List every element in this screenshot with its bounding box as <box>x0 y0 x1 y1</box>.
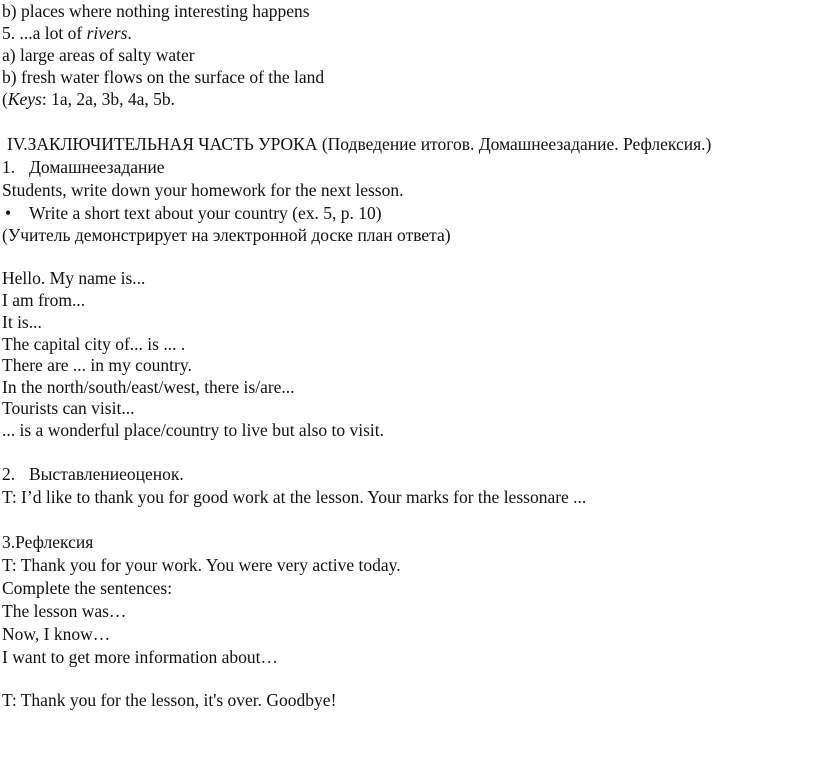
reflection-line: Now, I know… <box>2 624 111 644</box>
bullet-icon: • <box>5 203 12 223</box>
plan-line: In the north/south/east/west, there is/are... <box>2 377 295 397</box>
homework-intro: Students, write down your homework for the next lesson. <box>2 180 404 200</box>
keys-label: Keys <box>7 89 42 109</box>
quiz-option-5b: b) fresh water flows on the surface of the land <box>2 67 325 87</box>
homework-title: Домашнеезадание <box>29 157 165 177</box>
plan-line: I am from... <box>2 290 86 310</box>
quiz-option-4b: b) places where nothing interesting happens <box>2 1 310 21</box>
homework-task <box>2 202 382 224</box>
homework-number: 1. <box>2 157 16 177</box>
plan-line: ... is a wonderful place/country to live but also to visit. <box>2 420 385 440</box>
marks-heading <box>2 463 184 485</box>
reflection-line: I want to get more information about… <box>2 647 279 667</box>
plan-line: Hello. My name is... <box>2 268 146 288</box>
marks-title: Выставлениеоценок. <box>29 464 184 484</box>
plan-line: There are ... in my country. <box>2 355 192 375</box>
quiz-keys <box>2 88 175 110</box>
keys-text: : 1a, 2a, 3b, 4a, 5b. <box>41 89 176 109</box>
teacher-note: (Учитель демонстрирует на электронной доске план ответа) <box>2 225 451 245</box>
homework-heading <box>2 156 165 178</box>
plan-line: It is... <box>2 312 42 332</box>
reflection-line: Complete the sentences: <box>2 578 173 598</box>
plan-line: Tourists can visit... <box>2 398 135 418</box>
section-heading: IV.ЗАКЛЮЧИТЕЛЬНАЯ ЧАСТЬ УРОКА (Подведение итогов. Домашнеезадание. Рефлексия.) <box>7 134 712 154</box>
q5-suffix: . <box>127 23 132 43</box>
keys-open: ( <box>2 89 8 109</box>
marks-number: 2. <box>2 464 16 484</box>
quiz-option-5a: a) large areas of salty water <box>2 45 195 65</box>
closing-line: T: Thank you for the lesson, it's over. Goodbye! <box>2 690 337 710</box>
homework-task-text: Write a short text about your country (ex. 5, p. 10) <box>29 203 382 223</box>
q5-word: rivers <box>86 23 128 43</box>
reflection-line: T: Thank you for your work. You were very active today. <box>2 555 401 575</box>
plan-line: The capital city of... is ... . <box>2 334 186 354</box>
reflection-line: The lesson was… <box>2 601 127 621</box>
reflection-heading: 3.Рефлексия <box>2 532 94 552</box>
quiz-question-5 <box>2 22 132 44</box>
marks-text: T: I’d like to thank you for good work at the lesson. Your marks for the lessonare ... <box>2 487 587 507</box>
q5-prefix: 5. ...a lot of <box>2 23 87 43</box>
